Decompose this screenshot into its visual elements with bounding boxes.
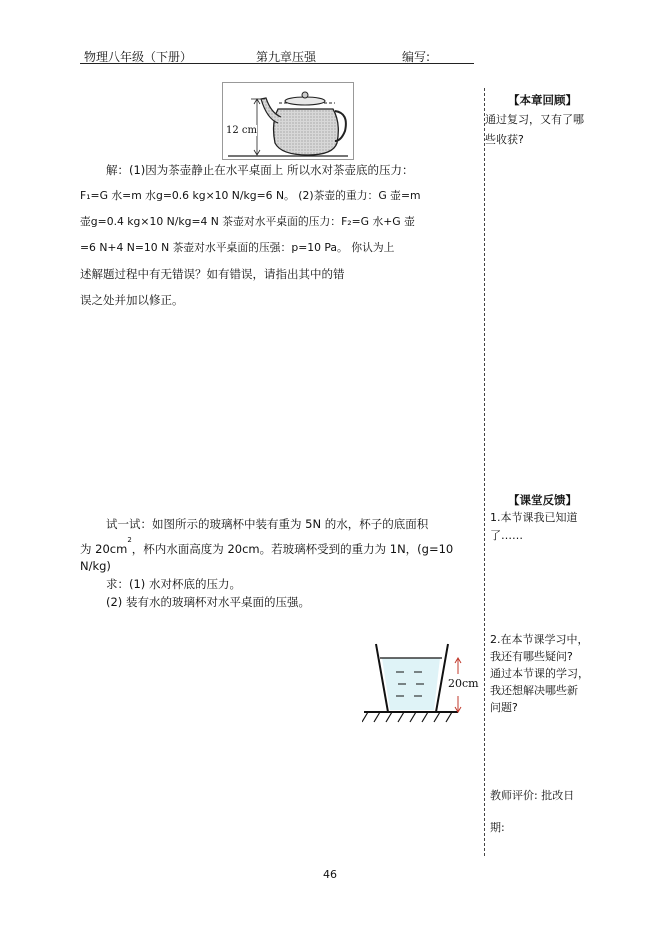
header-chapter: 第九章压强 — [256, 50, 317, 64]
problem2-superscript: 2 — [127, 536, 132, 544]
problem1-line3: 壶g=0.4 kg×10 N/kg=4 N 茶壶对水平桌面的压力：F₂=G 水+G 壶 — [80, 215, 415, 228]
feedback-item2-line4: 我还想解决哪些新 — [490, 684, 578, 697]
feedback-item1-line1: 1.本节课我已知道 — [490, 511, 578, 524]
page-number: 46 — [323, 868, 337, 881]
problem2-line5: (2) 装有水的玻璃杯对水平桌面的压强。 — [106, 595, 310, 609]
problem2-line2 — [80, 538, 453, 557]
teacher-eval-line2: 期: — [490, 821, 505, 834]
feedback-title: 【课堂反馈】 — [508, 493, 577, 507]
review-line1: 通过复习，又有了哪 — [485, 113, 584, 126]
problem1-line1: 解：(1)因为茶壶静止在水平桌面上 所以水对茶壶底的压力： — [106, 163, 414, 177]
column-divider — [484, 88, 485, 856]
problem2-line1: 试一试：如图所示的玻璃杯中装有重为 5N 的水，杯子的底面积 — [106, 517, 429, 531]
problem2-line2-start: 为 20cm — [80, 541, 128, 556]
problem2-line4: 求：(1) 水对杯底的压力。 — [106, 577, 241, 591]
review-title: 【本章回顾】 — [508, 93, 577, 107]
teapot-height-label: 12 cm — [226, 125, 257, 136]
problem2-line3: N/kg) — [80, 559, 111, 573]
problem1-line2: F₁=G 水=m 水g=0.6 kg×10 N/kg=6 N。 (2)茶壶的重力：G 壶=m — [80, 189, 421, 202]
header-rule — [80, 63, 474, 64]
header-author-label: 编写: — [402, 50, 431, 64]
teapot-figure — [222, 82, 354, 160]
problem1-line5: 述解题过程中有无错误？如有错误，请指出其中的错 — [80, 267, 345, 281]
feedback-item2-line5: 问题? — [490, 701, 518, 714]
header-subject: 物理八年级（下册） — [84, 50, 193, 64]
problem2-line2-end: ，杯内水面高度为 20cm。若玻璃杯受到的重力为 1N，(g=10 — [131, 541, 454, 556]
glass-figure — [362, 638, 484, 730]
teacher-eval-line1: 教师评价: 批改日 — [490, 789, 575, 802]
glass-height-label: 20cm — [448, 677, 479, 690]
review-line2: 些收获? — [485, 133, 524, 146]
problem1-line6: 误之处并加以修正。 — [80, 293, 184, 307]
feedback-item1-line2: 了…… — [490, 529, 523, 542]
feedback-item2-line2: 我还有哪些疑问? — [490, 650, 573, 663]
teapot-illustration — [223, 83, 353, 159]
problem1-line4: =6 N+4 N=10 N 茶壶对水平桌面的压强：p=10 Pa。 你认为上 — [80, 241, 395, 254]
feedback-item2-line1: 2.在本节课学习中， — [490, 633, 589, 646]
feedback-item2-line3: 通过本节课的学习， — [490, 667, 589, 680]
